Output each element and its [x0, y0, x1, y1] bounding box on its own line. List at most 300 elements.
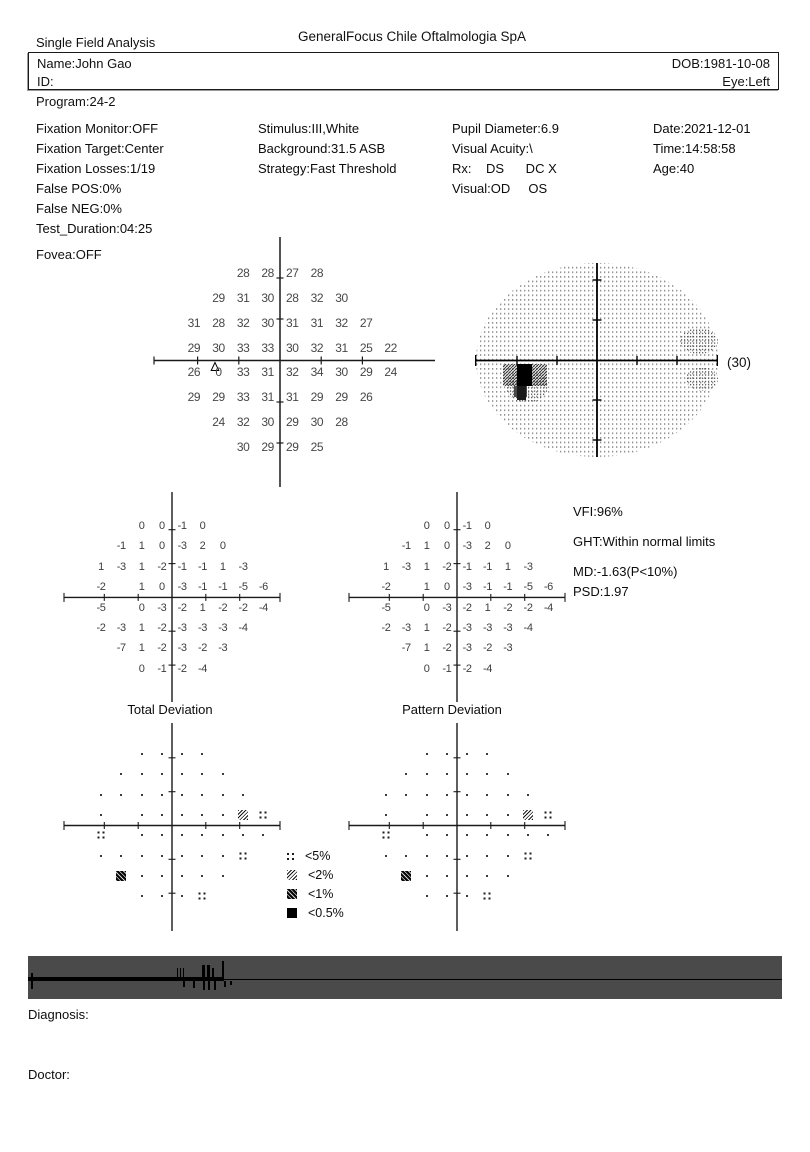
grid-value: -3: [197, 622, 207, 634]
grid-value: 29: [335, 390, 348, 405]
parameter-line: Visual Acuity:\: [452, 141, 533, 156]
grid-value: 1: [423, 642, 430, 655]
grid-value: -5: [381, 601, 391, 614]
parameter-line: Visual:OD OS: [452, 181, 548, 196]
grid-value: 0: [443, 540, 450, 553]
grid-value: 0: [199, 520, 206, 532]
grid-value: -2: [177, 662, 187, 675]
legend-label: <1%: [308, 886, 334, 901]
probability-dot: [426, 773, 428, 775]
probability-dot: [466, 834, 468, 836]
gaze-tracking-strip: [28, 956, 782, 999]
probability-dot: [466, 753, 468, 755]
probability-dot: [466, 814, 468, 816]
strip-mark: [214, 981, 216, 990]
patient-name: Name:John Gao: [37, 55, 132, 71]
parameter-line: Fixation Target:Center: [36, 141, 164, 156]
probability-dot: [405, 794, 407, 796]
grid-value: 32: [335, 315, 348, 330]
grid-value: 29: [187, 390, 201, 405]
grid-value: 30: [236, 439, 250, 454]
probability-symbol-p2: [238, 810, 248, 820]
grid-value: -2: [442, 642, 452, 655]
grid-value: -3: [177, 642, 187, 655]
grid-value: -3: [503, 642, 513, 655]
grid-value: -4: [238, 622, 248, 634]
probability-dot: [466, 895, 468, 897]
grid-value: 26: [359, 390, 373, 405]
grid-value: -2: [462, 601, 472, 614]
grid-value: -5: [238, 581, 248, 594]
legend-row: [287, 866, 344, 885]
probability-dot: [527, 834, 529, 836]
grid-value: 31: [261, 365, 274, 380]
probability-dot: [141, 895, 143, 897]
probability-symbol-p1: [116, 871, 126, 881]
grid-value: 30: [261, 315, 274, 330]
strip-mark: [224, 981, 226, 987]
grid-value: -1: [197, 581, 207, 594]
clinic-name: GeneralFocus Chile Oftalmologia SpA: [297, 29, 527, 44]
grid-value: 28: [212, 315, 225, 330]
grid-value: -2: [482, 642, 492, 655]
grid-value: 1: [423, 622, 430, 634]
grid-value: -1: [157, 662, 167, 675]
grid-value: -3: [177, 622, 187, 634]
legend-row: [287, 847, 344, 866]
grid-value: 31: [310, 315, 324, 330]
probability-dot: [527, 794, 529, 796]
grid-value: -2: [197, 642, 207, 655]
grid-value: -1: [177, 560, 187, 573]
probability-dot: [141, 855, 143, 857]
probability-dot: [161, 855, 163, 857]
legend-label: <0.5%: [308, 905, 344, 920]
probability-dot: [446, 855, 448, 857]
grid-value: -7: [401, 642, 411, 655]
grid-value: 0: [219, 540, 226, 553]
pattern-deviation-title: Pattern Deviation: [402, 702, 502, 717]
strip-mark: [31, 973, 33, 989]
grid-value: 31: [335, 340, 348, 355]
probability-dot: [181, 773, 183, 775]
grid-value: 0: [158, 520, 165, 532]
strip-mark: [230, 981, 232, 985]
grid-value: 28: [286, 290, 299, 305]
parameter-line: Fixation Losses:1/19: [36, 161, 156, 176]
grid-value: 27: [359, 315, 373, 330]
strip-mark: [212, 968, 214, 977]
probability-dot: [426, 753, 428, 755]
probability-dot: [181, 855, 183, 857]
grid-value: 1: [423, 560, 430, 573]
grid-value: -5: [96, 601, 106, 614]
probability-dot: [486, 875, 488, 877]
probability-dot: [507, 814, 509, 816]
probability-symbol-p5: [525, 852, 532, 859]
probability-dot: [446, 814, 448, 816]
probability-dot: [385, 855, 387, 857]
grid-value: -3: [462, 540, 472, 553]
grid-value: -3: [238, 560, 248, 573]
grid-value: 0: [215, 365, 222, 380]
probability-dot: [507, 855, 509, 857]
grid-value: -2: [157, 642, 167, 655]
strip-mark: [202, 965, 205, 977]
parameter-line: Pupil Diameter:6.9: [452, 121, 559, 136]
grid-value: 1: [504, 560, 511, 573]
strip-mark: [203, 981, 205, 990]
grid-value: -3: [218, 642, 228, 655]
grid-value: 0: [138, 601, 145, 614]
grid-value: 1: [199, 601, 206, 614]
probability-dot: [201, 855, 203, 857]
probability-dot: [466, 773, 468, 775]
probability-dot: [405, 855, 407, 857]
probability-dot: [161, 773, 163, 775]
grid-value: 0: [504, 540, 511, 553]
legend-symbol-p2-icon: [287, 870, 297, 880]
probability-dot: [507, 875, 509, 877]
grid-value: -3: [462, 642, 472, 655]
grid-value: 29: [359, 365, 373, 380]
grid-value: 1: [484, 601, 491, 614]
grid-value: -2: [157, 622, 167, 634]
probability-symbol-p5: [382, 832, 389, 839]
probability-dot: [466, 875, 468, 877]
grid-value: 28: [310, 266, 324, 280]
patient-dob: DOB:1981-10-08: [671, 55, 770, 71]
grid-value: 29: [212, 290, 225, 305]
probability-dot: [141, 875, 143, 877]
grid-value: -3: [462, 581, 472, 594]
probability-dot: [100, 794, 102, 796]
grid-value: -4: [543, 601, 553, 614]
total-deviation-title: Total Deviation: [127, 702, 213, 717]
probability-dot: [161, 814, 163, 816]
probability-dot: [486, 753, 488, 755]
probability-dot: [486, 834, 488, 836]
strip-mark: [193, 981, 195, 988]
parameter-line: Test_Duration:04:25: [36, 221, 153, 236]
grid-value: 1: [138, 581, 145, 594]
probability-dot: [181, 753, 183, 755]
probability-legend: [287, 847, 344, 922]
grid-value: -5: [523, 581, 533, 594]
probability-dot: [507, 834, 509, 836]
probability-dot: [385, 794, 387, 796]
grid-value: -3: [482, 622, 492, 634]
probability-dot: [100, 814, 102, 816]
grid-value: -2: [157, 560, 167, 573]
grid-value: 2: [484, 540, 491, 553]
probability-dot: [405, 773, 407, 775]
probability-dot: [426, 855, 428, 857]
probability-symbol-p5: [240, 852, 247, 859]
grid-value: -1: [482, 560, 492, 573]
legend-label: <5%: [305, 849, 331, 864]
strip-mark: [180, 968, 181, 977]
grid-value: 33: [236, 340, 250, 355]
strip-mark: [208, 981, 210, 990]
grid-value: 29: [261, 439, 274, 454]
grid-value: -1: [197, 560, 207, 573]
probability-dot: [426, 834, 428, 836]
grid-value: 31: [286, 315, 299, 330]
probability-dot: [486, 773, 488, 775]
grid-value: 25: [359, 340, 373, 355]
grid-value: -1: [116, 540, 126, 553]
probability-dot: [141, 753, 143, 755]
strip-mark: [183, 981, 185, 987]
global-index-line: PSD:1.97: [573, 584, 629, 599]
grid-value: 1: [219, 560, 226, 573]
probability-dot: [141, 773, 143, 775]
probability-dot: [242, 794, 244, 796]
grid-value: -3: [523, 560, 533, 573]
diagnosis-label: Diagnosis:: [28, 1007, 89, 1022]
probability-dot: [242, 834, 244, 836]
grid-value: 2: [199, 540, 206, 553]
probability-dot: [222, 773, 224, 775]
grid-value: -3: [462, 622, 472, 634]
doctor-label: Doctor:: [28, 1067, 70, 1082]
probability-dot: [446, 834, 448, 836]
parameter-line: False NEG:0%: [36, 201, 122, 216]
grid-value: 32: [236, 315, 250, 330]
probability-symbol-p5: [260, 811, 267, 818]
probability-dot: [446, 773, 448, 775]
probability-dot: [486, 814, 488, 816]
probability-dot: [161, 875, 163, 877]
grid-value: 33: [236, 390, 250, 405]
probability-dot: [141, 814, 143, 816]
grid-value: 26: [187, 365, 201, 380]
probability-dot: [446, 753, 448, 755]
grid-value: -2: [177, 601, 187, 614]
probability-dot: [426, 895, 428, 897]
grid-value: -2: [503, 601, 513, 614]
grid-value: -2: [523, 601, 533, 614]
probability-dot: [466, 794, 468, 796]
probability-dot: [446, 794, 448, 796]
grid-value: 34: [310, 365, 324, 380]
probability-dot: [120, 855, 122, 857]
grid-value: 33: [236, 365, 250, 380]
grid-value: -2: [381, 581, 391, 594]
grayscale-extent-label: (30): [727, 355, 752, 370]
probability-dot: [181, 834, 183, 836]
probability-dot: [486, 855, 488, 857]
grid-value: 31: [236, 290, 250, 305]
probability-symbol-p5: [199, 893, 206, 900]
grid-value: 29: [187, 340, 201, 355]
grid-value: 28: [261, 266, 274, 280]
patient-info-box: [28, 52, 779, 90]
grid-value: -1: [462, 560, 472, 573]
strip-mark: [183, 968, 184, 977]
grid-value: 1: [138, 642, 145, 655]
grid-value: 32: [310, 340, 324, 355]
probability-symbol-p5: [97, 832, 104, 839]
probability-dot: [100, 855, 102, 857]
grid-value: -6: [543, 581, 553, 594]
probability-dot: [181, 794, 183, 796]
grid-value: -3: [442, 601, 452, 614]
global-index-line: VFI:96%: [573, 504, 623, 519]
parameter-line: Fixation Monitor:OFF: [36, 121, 159, 136]
parameter-line: Time:14:58:58: [653, 141, 736, 156]
grid-value: 1: [383, 560, 389, 573]
page-title: Single Field Analysis: [36, 35, 156, 50]
grid-value: 0: [158, 581, 165, 594]
grid-value: 29: [286, 415, 299, 430]
grid-value: -4: [258, 601, 268, 614]
grid-value: 32: [236, 415, 250, 430]
probability-symbol-p2: [523, 810, 533, 820]
probability-dot: [201, 875, 203, 877]
probability-dot: [161, 834, 163, 836]
strip-mark: [177, 968, 178, 977]
grid-value: 30: [335, 365, 348, 380]
grid-value: 24: [384, 365, 397, 380]
grid-value: -1: [482, 581, 492, 594]
grid-value: -3: [503, 622, 513, 634]
grid-value: -1: [218, 581, 228, 594]
grid-value: 1: [423, 581, 430, 594]
probability-dot: [222, 834, 224, 836]
probability-dot: [201, 753, 203, 755]
parameter-line: Background:31.5 ASB: [258, 141, 386, 156]
probability-dot: [222, 855, 224, 857]
legend-row: [287, 903, 344, 922]
grid-value: 28: [335, 415, 348, 430]
probability-dot: [141, 794, 143, 796]
grid-value: 31: [286, 390, 299, 405]
probability-dot: [426, 875, 428, 877]
grid-value: -3: [157, 601, 167, 614]
probability-dot: [120, 773, 122, 775]
strip-mark: [207, 965, 210, 977]
grid-value: -2: [218, 601, 228, 614]
grid-value: 32: [286, 365, 299, 380]
parameter-line: Date:2021-12-01: [653, 121, 751, 136]
grid-value: -2: [96, 581, 106, 594]
probability-dot: [161, 895, 163, 897]
probability-symbol-p1: [401, 871, 411, 881]
grid-value: 1: [138, 560, 145, 573]
grid-value: -4: [523, 622, 533, 634]
grid-value: 29: [286, 439, 299, 454]
grid-value: -3: [401, 622, 411, 634]
probability-dot: [201, 834, 203, 836]
probability-dot: [181, 895, 183, 897]
grid-value: -1: [401, 540, 411, 553]
probability-dot: [446, 875, 448, 877]
legend-label: <2%: [308, 868, 334, 883]
grid-value: 28: [236, 266, 250, 280]
probability-dot: [201, 794, 203, 796]
probability-dot: [426, 814, 428, 816]
grid-value: 1: [138, 540, 145, 553]
grid-value: 30: [212, 340, 225, 355]
probability-dot: [181, 814, 183, 816]
grid-value: 25: [310, 439, 324, 454]
patient-eye: Eye:Left: [722, 74, 770, 89]
grid-value: 0: [443, 581, 450, 594]
grid-value: -3: [218, 622, 228, 634]
parameter-line: False POS:0%: [36, 181, 122, 196]
strip-mark: [222, 961, 224, 977]
legend-symbol-p5-icon: [287, 853, 294, 860]
parameter-line: Stimulus:III,White: [258, 121, 360, 136]
grid-value: 1: [423, 540, 430, 553]
grid-value: -1: [442, 662, 452, 675]
probability-dot: [547, 834, 549, 836]
probability-dot: [161, 753, 163, 755]
probability-dot: [120, 794, 122, 796]
probability-dot: [222, 814, 224, 816]
grid-value: -2: [462, 662, 472, 675]
grid-value: 0: [138, 520, 145, 532]
fovea-label: Fovea:OFF: [36, 247, 102, 262]
grid-value: 0: [138, 662, 145, 675]
grid-value: 22: [384, 340, 397, 355]
grid-value: -3: [116, 622, 126, 634]
strip-mark: [224, 979, 782, 981]
grid-value: -2: [442, 560, 452, 573]
probability-dot: [181, 875, 183, 877]
legend-symbol-p05-icon: [287, 908, 297, 918]
grid-value: 0: [443, 520, 450, 532]
parameter-line: Rx: DS DC X: [452, 161, 557, 176]
parameter-line: Age:40: [653, 161, 695, 176]
probability-dot: [486, 794, 488, 796]
grid-value: -2: [381, 622, 391, 634]
grid-value: -2: [238, 601, 248, 614]
probability-symbol-p5: [484, 893, 491, 900]
grid-value: -4: [197, 662, 207, 675]
grid-value: 30: [261, 415, 274, 430]
grid-value: -1: [503, 581, 513, 594]
probability-dot: [201, 773, 203, 775]
grid-value: -3: [401, 560, 411, 573]
grid-value: -2: [442, 622, 452, 634]
grid-value: -1: [462, 520, 472, 532]
grid-value: -3: [177, 581, 187, 594]
grid-value: 0: [423, 662, 430, 675]
grid-value: 30: [310, 415, 324, 430]
grid-value: 27: [286, 266, 299, 280]
probability-symbol-p5: [545, 811, 552, 818]
grid-value: -7: [116, 642, 126, 655]
grid-value: 30: [261, 290, 274, 305]
patient-id: ID:: [37, 74, 54, 89]
probability-dot: [222, 794, 224, 796]
grid-value: 0: [484, 520, 491, 532]
grid-value: 29: [310, 390, 324, 405]
global-index-line: GHT:Within normal limits: [573, 534, 716, 549]
program-label: Program:24-2: [36, 94, 116, 109]
grid-value: 1: [98, 560, 104, 573]
grid-value: 29: [212, 390, 225, 405]
probability-dot: [262, 834, 264, 836]
grid-value: 31: [187, 315, 201, 330]
grid-value: 24: [212, 415, 225, 430]
grid-value: -3: [177, 540, 187, 553]
grayscale-plot: [475, 263, 718, 457]
grid-value: 31: [261, 390, 274, 405]
